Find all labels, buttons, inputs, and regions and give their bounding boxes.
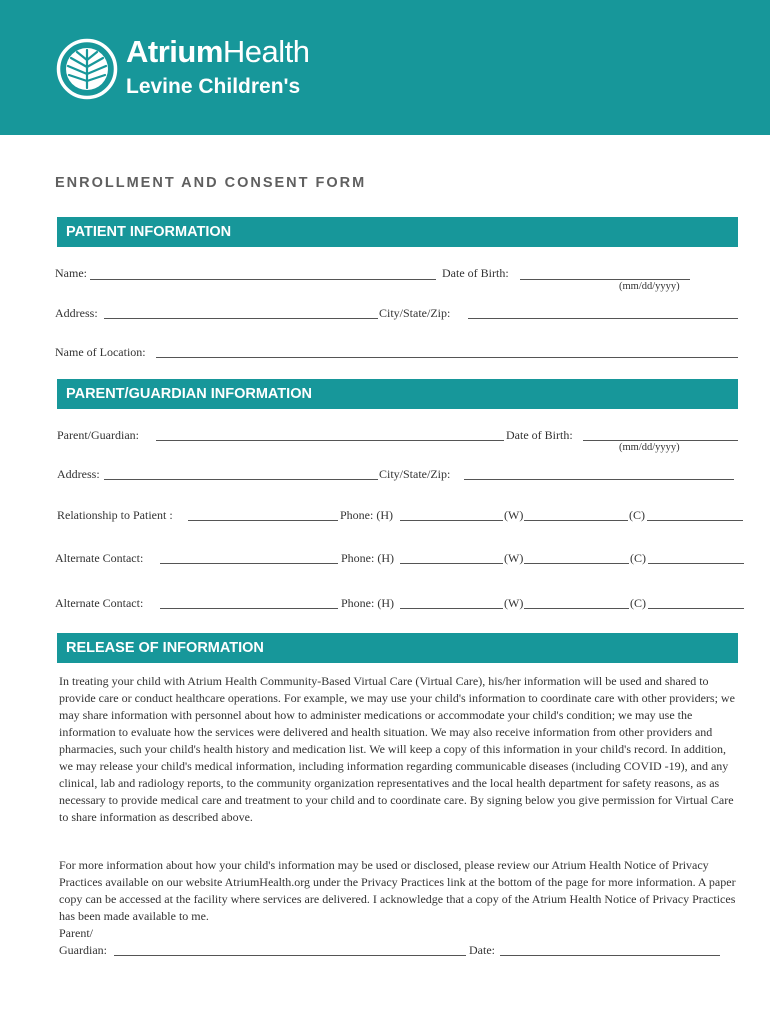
alternate-contact-2-label: Alternate Contact: xyxy=(55,596,144,610)
patient-info-heading: PATIENT INFORMATION xyxy=(57,217,738,247)
guardian-info-heading: PARENT/GUARDIAN INFORMATION xyxy=(57,379,738,409)
patient-city-state-zip-label: City/State/Zip: xyxy=(379,306,451,320)
alternate-contact-2-phone-cell-field[interactable] xyxy=(648,608,744,609)
guardian-dob-hint: (mm/dd/yyyy) xyxy=(619,442,680,453)
location-name-field[interactable] xyxy=(156,357,738,358)
atrium-health-logo-icon xyxy=(56,38,118,100)
guardian-name-label: Parent/Guardian: xyxy=(57,428,139,442)
guardian-name-field[interactable] xyxy=(156,440,504,441)
release-paragraph-1: In treating your child with Atrium Health Community-Based Virtual Care (Virtual Care), his/her information will be used and shared to provide care or conduct healthcare operations. For example, we may use your child's information to coordinate care with other providers; we may share information with personnel about how to administer medications or accommodate your child's condition; we may use the information to evaluate how the services were delivered and health situation. We may also receive information from other providers and pharmacies, such your child's health history and medication list. We will keep a copy of this information in your child's record. In addition, we may release your child's medical information, including information regarding communicable diseases (including COVID -19), and any clinical, lab and radiology reports, to the community organization representatives and the local health department for safety reasons, as as necessary to provide medical care and treatment to your child and to coordinate care. By signing below you give permission for Virtual Care to share information as described above. xyxy=(59,674,735,824)
relationship-phone-cell-field[interactable] xyxy=(647,520,743,521)
patient-name-label: Name: xyxy=(55,266,87,280)
alternate-contact-2-phone-home-field[interactable] xyxy=(400,608,503,609)
signature-date-field[interactable] xyxy=(500,955,720,956)
location-name-label: Name of Location: xyxy=(55,345,146,359)
release-paragraph-2: For more information about how your child's information may be used or disclosed, please review our Atrium Health Notice of Privacy Practices available on our website AtriumHealth.org under the Privacy Practices link at the bottom of the page for more information. A paper copy can be accessed at the facility where services are delivered. I acknowledge that a copy of the Atrium Health Notice of Privacy Practices has been made available to me. xyxy=(59,858,736,923)
alternate-contact-1-label: Alternate Contact: xyxy=(55,551,144,565)
guardian-address-field[interactable] xyxy=(104,479,378,480)
signature-date-label: Date: xyxy=(469,943,495,957)
release-info-heading: RELEASE OF INFORMATION xyxy=(57,633,738,663)
alternate-contact-2-phone-work-field[interactable] xyxy=(524,608,629,609)
alternate-contact-2-phone-work-label: (W) xyxy=(504,596,524,610)
relationship-phone-cell-label: (C) xyxy=(629,508,645,522)
relationship-phone-home-label: Phone: (H) xyxy=(340,508,393,522)
alternate-contact-1-phone-cell-field[interactable] xyxy=(648,563,744,564)
relationship-phone-work-label: (W) xyxy=(504,508,524,522)
header-banner xyxy=(0,0,770,135)
guardian-dob-label: Date of Birth: xyxy=(506,428,573,442)
alternate-contact-2-phone-cell-label: (C) xyxy=(630,596,646,610)
signature-field[interactable] xyxy=(114,955,466,956)
guardian-address-label: Address: xyxy=(57,467,100,481)
patient-address-label: Address: xyxy=(55,306,98,320)
alternate-contact-1-phone-cell-label: (C) xyxy=(630,551,646,565)
guardian-city-state-zip-field[interactable] xyxy=(464,479,734,480)
alternate-contact-2-phone-home-label: Phone: (H) xyxy=(341,596,394,610)
guardian-dob-field[interactable] xyxy=(583,440,738,441)
patient-name-field[interactable] xyxy=(90,279,436,280)
relationship-label: Relationship to Patient : xyxy=(57,508,173,522)
patient-dob-hint: (mm/dd/yyyy) xyxy=(619,281,680,292)
alternate-contact-1-phone-home-field[interactable] xyxy=(400,563,503,564)
signature-label-line2: Guardian: xyxy=(59,943,107,957)
alternate-contact-2-field[interactable] xyxy=(160,608,338,609)
brand-subname: Levine Children's xyxy=(126,75,301,98)
patient-address-field[interactable] xyxy=(104,318,378,319)
relationship-phone-work-field[interactable] xyxy=(524,520,628,521)
alternate-contact-1-field[interactable] xyxy=(160,563,338,564)
alternate-contact-1-phone-work-label: (W) xyxy=(504,551,524,565)
relationship-phone-home-field[interactable] xyxy=(400,520,503,521)
signature-label-line1: Parent/ xyxy=(59,926,93,940)
alternate-contact-1-phone-work-field[interactable] xyxy=(524,563,629,564)
brand-name: AtriumHealth xyxy=(126,34,310,69)
patient-city-state-zip-field[interactable] xyxy=(468,318,738,319)
alternate-contact-1-phone-home-label: Phone: (H) xyxy=(341,551,394,565)
patient-dob-field[interactable] xyxy=(520,279,690,280)
relationship-field[interactable] xyxy=(188,520,338,521)
form-title: ENROLLMENT AND CONSENT FORM xyxy=(55,175,367,191)
patient-dob-label: Date of Birth: xyxy=(442,266,509,280)
guardian-city-state-zip-label: City/State/Zip: xyxy=(379,467,451,481)
